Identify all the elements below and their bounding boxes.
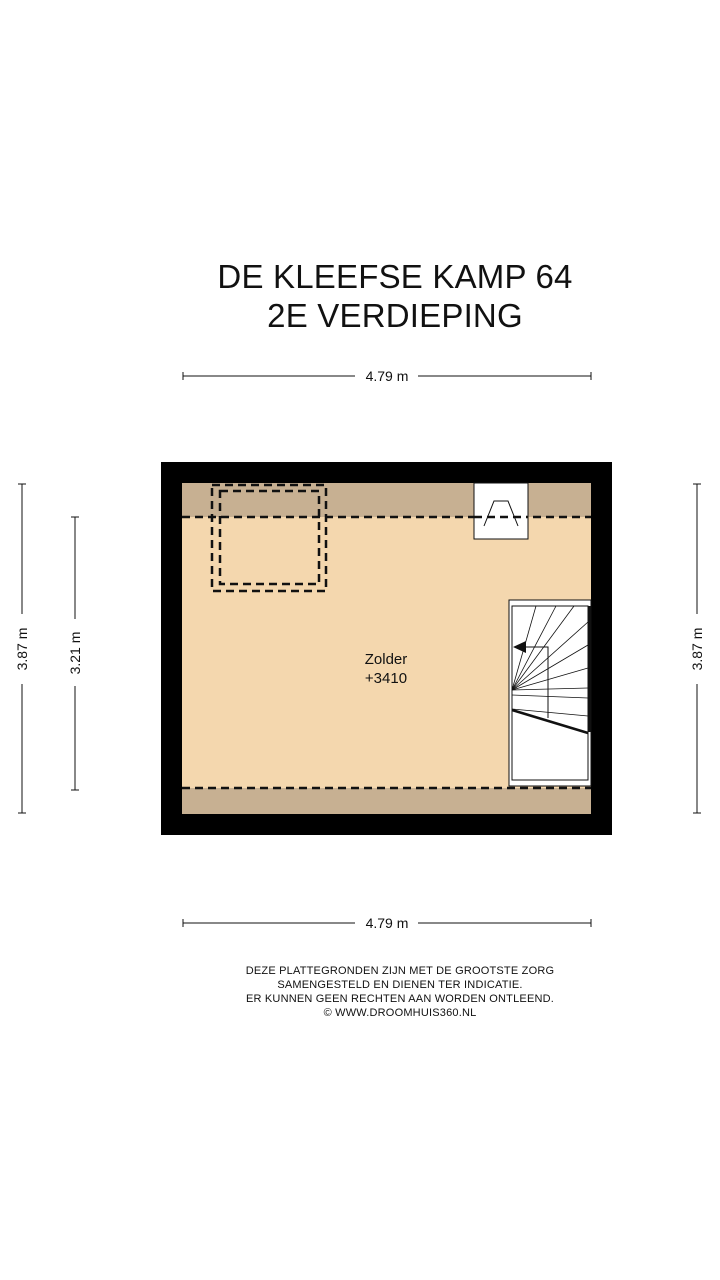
dimension-right-label: 3.87 m xyxy=(689,627,705,671)
dimension-bottom-label: 4.79 m xyxy=(365,915,409,931)
dimension-right xyxy=(689,484,705,813)
room-level: +3410 xyxy=(364,670,408,687)
dimension-top-label: 4.79 m xyxy=(365,368,409,384)
dimension-left-outer xyxy=(14,484,30,813)
room-name: Zolder xyxy=(364,651,408,668)
disclaimer-line-3: ER KUNNEN GEEN RECHTEN AAN WORDEN ONTLEEND. xyxy=(245,993,555,1005)
dimension-left-outer-label: 3.87 m xyxy=(14,627,30,671)
plan-title: DE KLEEFSE KAMP 64 xyxy=(217,258,573,295)
dimension-left-inner-label: 3.21 m xyxy=(67,631,83,675)
staircase xyxy=(509,600,591,786)
disclaimer-line-1: DEZE PLATTEGRONDEN ZIJN MET DE GROOTSTE ZORG xyxy=(245,965,555,977)
dimension-bottom xyxy=(183,915,591,931)
low-ceiling-zone-bottom xyxy=(182,788,591,814)
dimension-top xyxy=(183,368,591,384)
floor-subtitle: 2E VERDIEPING xyxy=(267,297,523,334)
chimney-box xyxy=(474,483,528,539)
disclaimer-copyright: © WWW.DROOMHUIS360.NL xyxy=(323,1007,477,1019)
disclaimer-line-2: SAMENGESTELD EN DIENEN TER INDICATIE. xyxy=(277,979,523,991)
dimension-left-inner xyxy=(67,517,83,790)
low-ceiling-zone-top xyxy=(182,483,591,517)
